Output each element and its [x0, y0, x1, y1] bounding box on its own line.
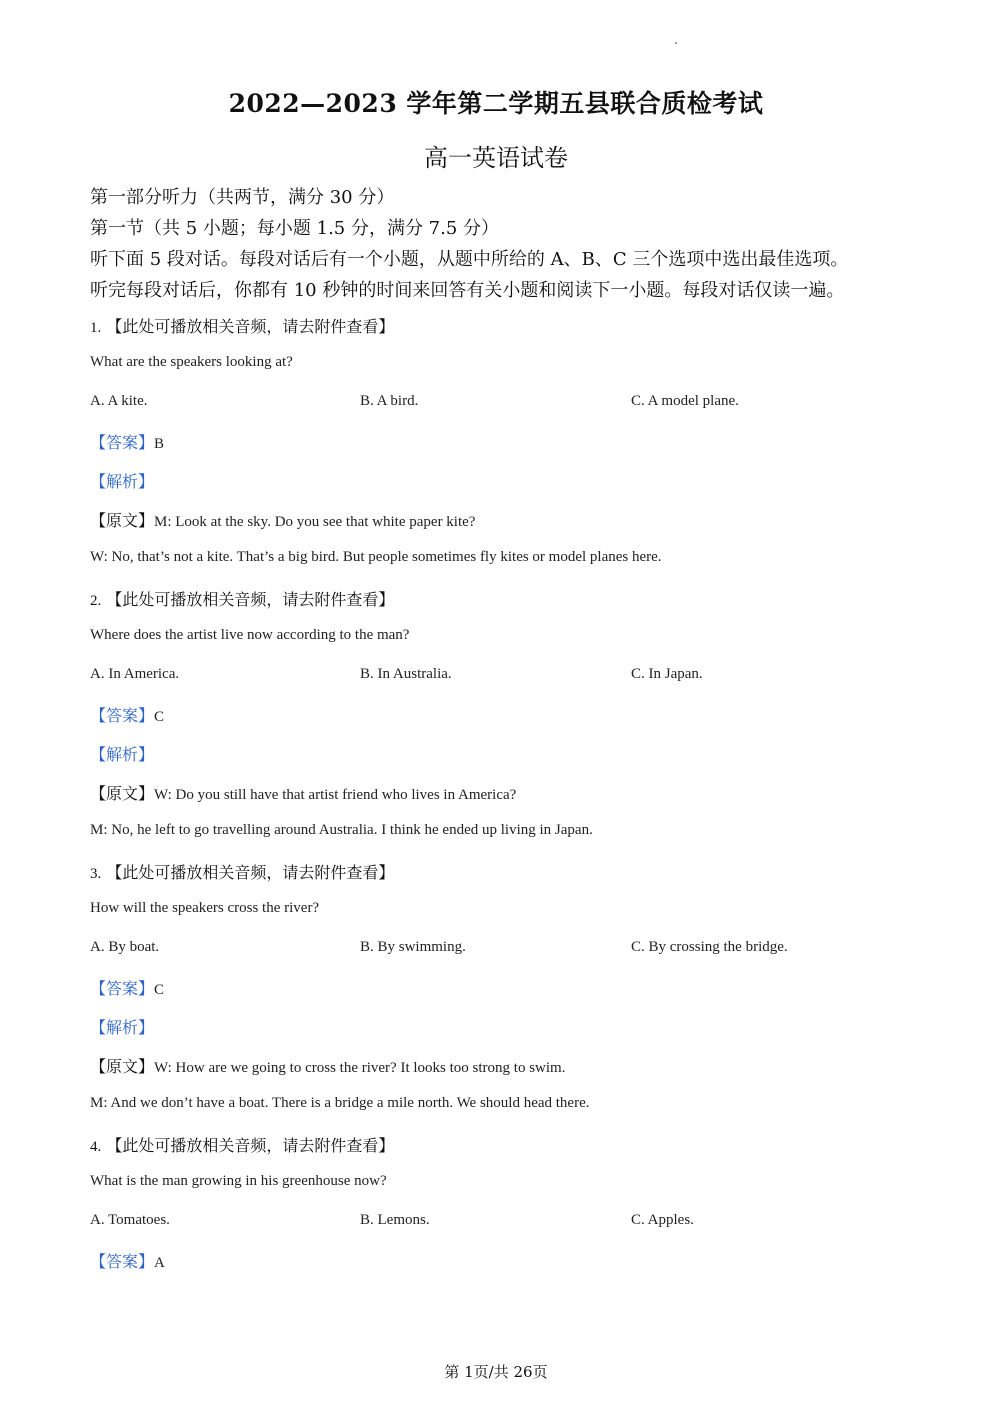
question-4-answer [90, 1249, 165, 1272]
question-3-analysis [90, 1015, 154, 1038]
audio-placeholder-link[interactable]: 【此处可播放相关音频，请去附件查看】 [106, 317, 395, 336]
exam-title: 2022—2023 学年第二学期五县联合质检考试 [228, 89, 764, 118]
question-3-transcript-2: M: And we don’t have a boat. There is a bridge a mile north. We should head there. [90, 1095, 590, 1111]
answer-value: B [154, 436, 165, 452]
scan-speck [675, 42, 677, 44]
instruction-line-1: 听下面 5 段对话。每段对话后有一个小题，从题中所给的 A、B、C 三个选项中选出最佳选项。 [90, 249, 849, 270]
question-3-audio-line [90, 860, 394, 883]
analysis-label: 【解析】 [90, 1018, 155, 1037]
question-number: 4. [90, 1139, 102, 1155]
question-1-analysis [90, 469, 154, 492]
question-4-option-a: A. Tomatoes. [90, 1212, 170, 1228]
question-3-option-c: C. By crossing the bridge. [631, 939, 788, 955]
answer-label: 【答案】 [90, 979, 155, 998]
exam-subtitle: 高一英语试卷 [424, 144, 568, 172]
question-2-transcript-1 [90, 781, 516, 804]
question-3-answer [90, 976, 164, 999]
question-2-option-a: A. In America. [90, 666, 180, 682]
question-1-option-c: C. A model plane. [631, 393, 739, 409]
transcript-text: W: How are we going to cross the river? It looks too strong to swim. [154, 1060, 566, 1076]
question-4-audio-line [90, 1133, 394, 1156]
question-3-transcript-1 [90, 1054, 565, 1077]
instruction-line-2: 听完每段对话后，你都有 10 秒钟的时间来回答有关小题和阅读下一小题。每段对话仅读一遍。 [90, 280, 845, 301]
question-2-answer [90, 703, 164, 726]
answer-label: 【答案】 [90, 1252, 155, 1271]
analysis-label: 【解析】 [90, 472, 155, 491]
question-2-analysis [90, 742, 154, 765]
audio-placeholder-link[interactable]: 【此处可播放相关音频，请去附件查看】 [106, 1136, 395, 1155]
answer-label: 【答案】 [90, 433, 155, 452]
question-2-option-c: C. In Japan. [631, 666, 703, 682]
question-2-audio-line [90, 587, 394, 610]
transcript-text: M: Look at the sky. Do you see that white paper kite? [154, 514, 476, 530]
question-1-transcript-2: W: No, that’s not a kite. That’s a big bird. But people sometimes fly kites or model planes here. [90, 549, 662, 565]
section-heading: 第一节（共 5 小题；每小题 1.5 分，满分 7.5 分） [90, 218, 500, 239]
question-3-option-b: B. By swimming. [360, 939, 466, 955]
question-1-option-b: B. A bird. [360, 393, 419, 409]
question-3-text: How will the speakers cross the river? [90, 900, 320, 916]
transcript-label: 【原文】 [90, 1057, 155, 1076]
question-2-option-b: B. In Australia. [360, 666, 452, 682]
question-number: 1. [90, 320, 102, 336]
audio-placeholder-link[interactable]: 【此处可播放相关音频，请去附件查看】 [106, 863, 395, 882]
question-2-text: Where does the artist live now according to the man? [90, 627, 410, 643]
question-1-audio-line [90, 314, 394, 337]
answer-value: A [154, 1255, 165, 1271]
question-number: 2. [90, 593, 102, 609]
answer-value: C [154, 982, 165, 998]
transcript-text: W: Do you still have that artist friend who lives in America? [154, 787, 517, 803]
question-4-option-c: C. Apples. [631, 1212, 694, 1228]
question-1-text: What are the speakers looking at? [90, 354, 293, 370]
transcript-label: 【原文】 [90, 511, 155, 530]
transcript-label: 【原文】 [90, 784, 155, 803]
part-heading: 第一部分听力（共两节，满分 30 分） [90, 187, 395, 208]
question-1-option-a: A. A kite. [90, 393, 148, 409]
question-1-transcript-1 [90, 508, 475, 531]
answer-value: C [154, 709, 165, 725]
question-4-text: What is the man growing in his greenhouse now? [90, 1173, 387, 1189]
question-4-option-b: B. Lemons. [360, 1212, 430, 1228]
question-3-option-a: A. By boat. [90, 939, 160, 955]
answer-label: 【答案】 [90, 706, 155, 725]
page-footer: 第 1页/共 26页 [444, 1363, 548, 1381]
analysis-label: 【解析】 [90, 745, 155, 764]
audio-placeholder-link[interactable]: 【此处可播放相关音频，请去附件查看】 [106, 590, 395, 609]
question-2-transcript-2: M: No, he left to go travelling around Australia. I think he ended up living in Japan. [90, 822, 593, 838]
question-1-answer [90, 430, 164, 453]
question-number: 3. [90, 866, 102, 882]
